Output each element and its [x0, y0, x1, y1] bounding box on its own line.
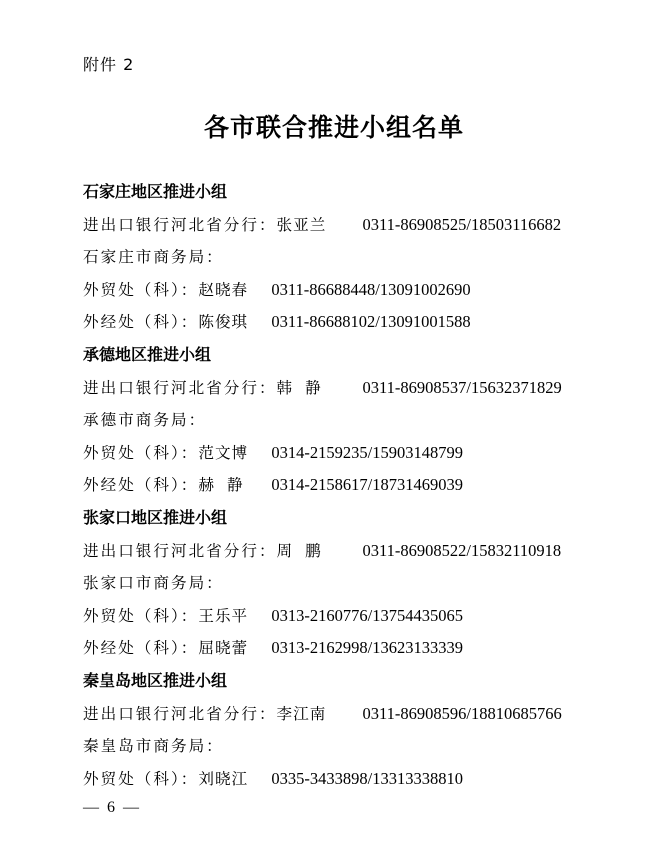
- group-title: 秦皇岛地区推进小组: [83, 670, 228, 690]
- contact-name: 陈俊琪: [198, 313, 249, 332]
- bureau-label: 秦皇岛市商务局：: [83, 737, 224, 756]
- trade-label: 外贸处（科）：: [83, 606, 199, 625]
- contact-phone: 0311-86688102/13091001588: [271, 312, 471, 332]
- bureau-label: 石家庄市商务局：: [83, 248, 224, 267]
- contact-phone: 0314-2159235/15903148799: [271, 442, 463, 462]
- group-title: 承德地区推进小组: [83, 344, 212, 364]
- contact-name: 李江南: [276, 704, 327, 723]
- contact-phone: 0313-2162998/13623133339: [271, 638, 463, 658]
- econ-contact-line: [83, 469, 663, 502]
- econ-contact-line: [83, 306, 663, 339]
- bank-contact-line: [83, 535, 663, 568]
- contact-phone: 0311-86908525/18503116682: [362, 214, 562, 234]
- contact-name: 王乐平: [198, 606, 249, 625]
- contact-name: 韩静: [276, 378, 334, 397]
- contact-phone: 0311-86908522/15832110918: [362, 540, 562, 560]
- trade-label: 外贸处（科）：: [83, 280, 199, 299]
- bank-label: 进出口银行河北省分行：: [83, 378, 277, 397]
- contact-name: 赫静: [198, 476, 256, 495]
- contact-phone: 0311-86688448/13091002690: [271, 279, 471, 299]
- trade-label: 外贸处（科）：: [83, 443, 199, 462]
- econ-contact-line: [83, 632, 663, 665]
- bank-contact-line: [83, 698, 663, 731]
- contact-phone: 0313-2160776/13754435065: [271, 605, 463, 625]
- trade-label: 外贸处（科）：: [83, 769, 199, 788]
- contact-phone: 0311-86908537/15632371829: [362, 377, 562, 397]
- page-number: — 6 —: [83, 799, 141, 816]
- attachment-label: 附件 2: [83, 55, 135, 74]
- page-title: 各市联合推进小组名单: [203, 113, 464, 142]
- contact-name: 屈晓蕾: [198, 639, 249, 658]
- bank-contact-line: [83, 209, 663, 242]
- bank-contact-line: [83, 372, 663, 405]
- trade-contact-line: [83, 274, 663, 307]
- contact-phone: 0314-2158617/18731469039: [271, 475, 463, 495]
- bank-label: 进出口银行河北省分行：: [83, 541, 277, 560]
- contact-name: 张亚兰: [276, 215, 327, 234]
- contact-list: [83, 176, 663, 795]
- contact-name: 范文博: [198, 443, 249, 462]
- contact-name: 周鹏: [276, 541, 334, 560]
- group-title: 张家口地区推进小组: [83, 507, 228, 527]
- group-title: 石家庄地区推进小组: [83, 182, 228, 201]
- trade-contact-line: [83, 763, 663, 796]
- bureau-label: 承德市商务局：: [83, 411, 207, 430]
- econ-label: 外经处（科）：: [83, 313, 199, 332]
- bank-label: 进出口银行河北省分行：: [83, 215, 277, 234]
- trade-contact-line: [83, 437, 663, 470]
- trade-contact-line: [83, 600, 663, 633]
- bureau-label: 张家口市商务局：: [83, 574, 224, 593]
- contact-name: 赵晓春: [198, 280, 249, 299]
- econ-label: 外经处（科）：: [83, 476, 199, 495]
- bank-label: 进出口银行河北省分行：: [83, 704, 277, 723]
- contact-phone: 0335-3433898/13313338810: [271, 768, 463, 788]
- contact-name: 刘晓江: [198, 769, 249, 788]
- contact-phone: 0311-86908596/18810685766: [362, 703, 562, 723]
- econ-label: 外经处（科）：: [83, 639, 199, 658]
